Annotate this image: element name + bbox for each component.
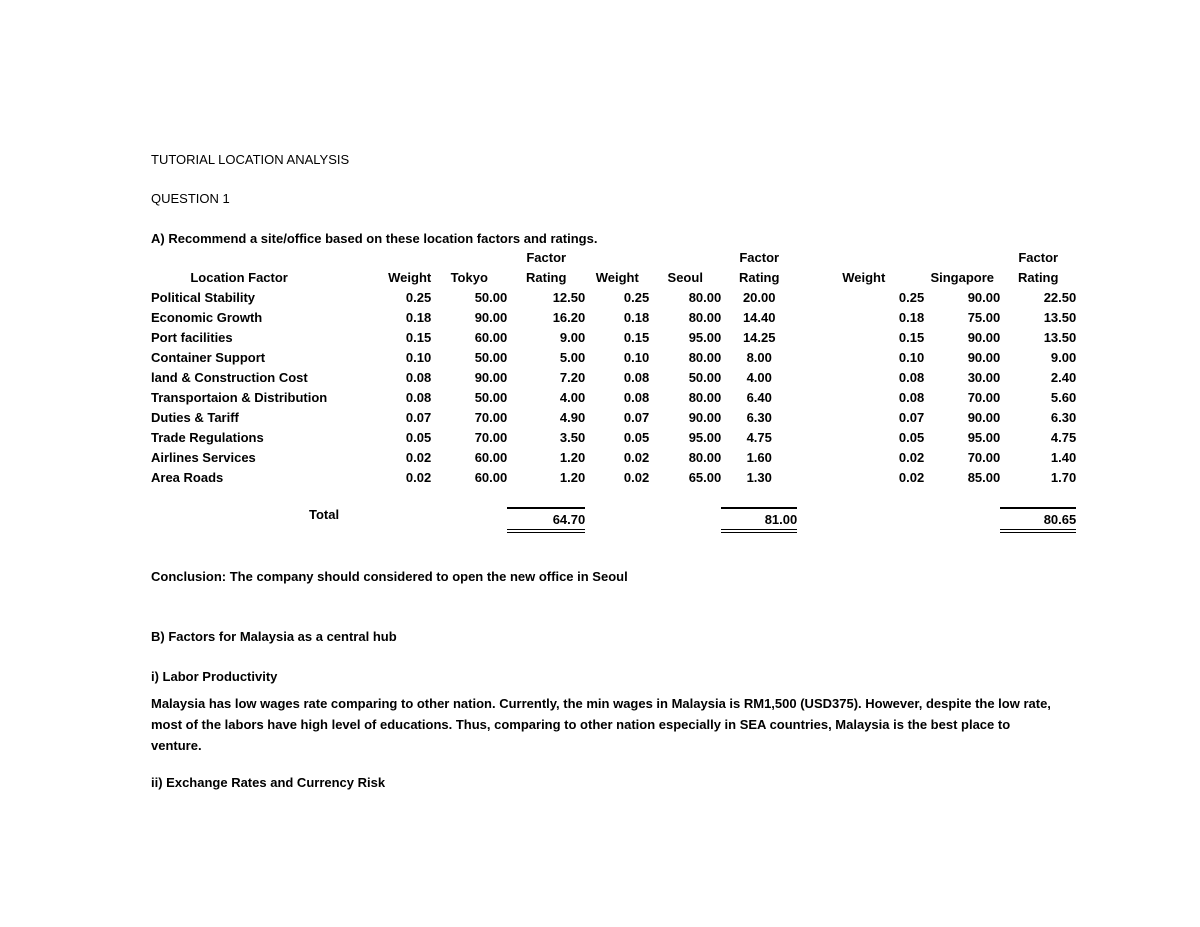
cell-factor: Trade Regulations: [151, 430, 264, 445]
header-weight-tokyo: Weight: [388, 270, 432, 285]
cell-score-seoul: 80.00: [688, 350, 722, 365]
cell-score-tokyo: 70.00: [474, 410, 508, 425]
factor-header-tokyo: Factor: [526, 250, 567, 265]
table-row: [151, 447, 1076, 467]
cell-rating-seoul: 6.30: [746, 410, 772, 425]
cell-score-seoul: 50.00: [688, 370, 722, 385]
cell-rating-singapore: 5.60: [1050, 390, 1077, 405]
cell-factor: Area Roads: [151, 470, 224, 485]
item-i-paragraph: Malaysia has low wages rate comparing to other nation. Currently, the min wages in Malaysia is RM1,500 (USD375). However, despite the low rate, most of the labors have high level of educations. Thus, comparing to other nation especially in SEA countries, Malaysia is the best place to venture.: [151, 696, 1051, 753]
cell-score-singapore: 90.00: [967, 410, 1001, 425]
cell-weight-seoul: 0.08: [623, 390, 650, 405]
cell-rating-tokyo: 4.90: [559, 410, 586, 425]
total-row: [151, 508, 1076, 531]
cell-score-seoul: 80.00: [688, 290, 722, 305]
table-row: [151, 367, 1076, 387]
cell-weight-seoul: 0.05: [623, 430, 650, 445]
cell-rating-singapore: 1.70: [1050, 470, 1077, 485]
table-row: [151, 307, 1076, 327]
cell-factor: Transportaion & Distribution: [151, 390, 328, 405]
cell-score-tokyo: 50.00: [474, 290, 508, 305]
cell-rating-tokyo: 1.20: [559, 470, 586, 485]
total-singapore: 80.65: [1000, 508, 1076, 531]
cell-score-singapore: 70.00: [967, 450, 1001, 465]
header-rating-tokyo: Rating: [526, 270, 567, 285]
cell-weight-singapore: 0.05: [898, 430, 925, 445]
total-tokyo: 64.70: [507, 508, 585, 531]
table-row: [151, 427, 1076, 447]
cell-rating-tokyo: 3.50: [559, 430, 586, 445]
cell-weight-seoul: 0.15: [623, 330, 650, 345]
cell-rating-singapore: 1.40: [1050, 450, 1077, 465]
table-row: [151, 327, 1076, 347]
question-heading: QUESTION 1: [151, 191, 230, 206]
table-body: [151, 287, 1076, 487]
cell-rating-tokyo: 9.00: [559, 330, 586, 345]
total-seoul: 81.00: [721, 508, 797, 531]
part-a-heading: A) Recommend a site/office based on these location factors and ratings.: [151, 231, 598, 246]
table-header-row-1: [151, 247, 1076, 267]
cell-weight-tokyo: 0.18: [405, 310, 432, 325]
cell-rating-seoul: 1.60: [746, 450, 772, 465]
cell-weight-tokyo: 0.05: [405, 430, 432, 445]
cell-score-singapore: 90.00: [967, 350, 1001, 365]
table-row: [151, 407, 1076, 427]
cell-score-singapore: 90.00: [967, 330, 1001, 345]
cell-weight-seoul: 0.07: [623, 410, 650, 425]
cell-score-tokyo: 90.00: [474, 310, 508, 325]
cell-score-tokyo: 60.00: [474, 330, 508, 345]
cell-weight-seoul: 0.02: [623, 450, 650, 465]
cell-weight-tokyo: 0.10: [405, 350, 432, 365]
cell-rating-singapore: 9.00: [1050, 350, 1077, 365]
cell-factor: land & Construction Cost: [151, 370, 308, 385]
cell-weight-singapore: 0.08: [898, 370, 925, 385]
cell-rating-tokyo: 1.20: [559, 450, 586, 465]
cell-score-singapore: 30.00: [967, 370, 1001, 385]
cell-rating-singapore: 13.50: [1043, 330, 1077, 345]
cell-weight-tokyo: 0.15: [405, 330, 432, 345]
cell-score-seoul: 95.00: [688, 430, 722, 445]
factor-header-singapore: Factor: [1018, 250, 1059, 265]
cell-factor: Economic Growth: [151, 310, 263, 325]
cell-weight-singapore: 0.15: [898, 330, 925, 345]
cell-weight-tokyo: 0.25: [405, 290, 432, 305]
cell-rating-seoul: 6.40: [746, 390, 772, 405]
cell-score-tokyo: 60.00: [474, 470, 508, 485]
cell-weight-seoul: 0.02: [623, 470, 650, 485]
total-label: Total: [309, 507, 340, 522]
cell-rating-singapore: 4.75: [1050, 430, 1077, 445]
cell-factor: Airlines Services: [151, 450, 256, 465]
table-row: [151, 287, 1076, 307]
cell-weight-seoul: 0.25: [623, 290, 650, 305]
header-weight-seoul: Weight: [595, 270, 639, 285]
cell-rating-seoul: 4.00: [746, 370, 772, 385]
cell-weight-singapore: 0.07: [898, 410, 925, 425]
cell-rating-tokyo: 16.20: [552, 310, 586, 325]
item-ii-heading: ii) Exchange Rates and Currency Risk: [151, 775, 386, 790]
cell-score-seoul: 80.00: [688, 450, 722, 465]
cell-weight-tokyo: 0.02: [405, 450, 432, 465]
cell-score-seoul: 90.00: [688, 410, 722, 425]
cell-rating-singapore: 22.50: [1043, 290, 1077, 305]
cell-weight-singapore: 0.18: [898, 310, 925, 325]
part-b-heading: B) Factors for Malaysia as a central hub: [151, 629, 397, 644]
cell-rating-seoul: 8.00: [746, 350, 772, 365]
cell-score-singapore: 85.00: [967, 470, 1001, 485]
cell-score-tokyo: 50.00: [474, 390, 508, 405]
cell-factor: Duties & Tariff: [151, 410, 239, 425]
header-rating-seoul: Rating: [739, 270, 780, 285]
cell-rating-seoul: 4.75: [746, 430, 772, 445]
table-row: [151, 467, 1076, 487]
cell-weight-singapore: 0.02: [898, 470, 925, 485]
cell-rating-seoul: 20.00: [742, 290, 776, 305]
factor-header-seoul: Factor: [739, 250, 780, 265]
table-row: [151, 387, 1076, 407]
cell-rating-singapore: 2.40: [1050, 370, 1077, 385]
cell-score-singapore: 95.00: [967, 430, 1001, 445]
cell-factor: Political Stability: [151, 290, 256, 305]
cell-weight-tokyo: 0.08: [405, 390, 432, 405]
header-seoul: Seoul: [667, 270, 703, 285]
cell-score-tokyo: 60.00: [474, 450, 508, 465]
cell-score-tokyo: 50.00: [474, 350, 508, 365]
cell-rating-tokyo: 12.50: [552, 290, 586, 305]
table-row: [151, 347, 1076, 367]
conclusion-text: Conclusion: The company should considered to open the new office in Seoul: [151, 569, 628, 584]
cell-weight-tokyo: 0.08: [405, 370, 432, 385]
header-location-factor: Location Factor: [190, 270, 288, 285]
cell-rating-tokyo: 4.00: [559, 390, 586, 405]
item-i-heading: i) Labor Productivity: [151, 669, 278, 684]
cell-rating-seoul: 1.30: [746, 470, 772, 485]
cell-weight-singapore: 0.10: [898, 350, 925, 365]
header-tokyo: Tokyo: [450, 270, 488, 285]
cell-rating-seoul: 14.25: [742, 330, 776, 345]
cell-weight-seoul: 0.08: [623, 370, 650, 385]
cell-weight-tokyo: 0.02: [405, 470, 432, 485]
cell-weight-singapore: 0.25: [898, 290, 925, 305]
cell-score-tokyo: 90.00: [474, 370, 508, 385]
header-singapore: Singapore: [930, 270, 995, 285]
cell-weight-tokyo: 0.07: [405, 410, 432, 425]
cell-rating-singapore: 6.30: [1050, 410, 1077, 425]
cell-rating-tokyo: 5.00: [559, 350, 586, 365]
cell-rating-tokyo: 7.20: [559, 370, 586, 385]
cell-rating-singapore: 13.50: [1043, 310, 1077, 325]
cell-factor: Container Support: [151, 350, 266, 365]
cell-factor: Port facilities: [151, 330, 233, 345]
cell-score-singapore: 75.00: [967, 310, 1001, 325]
cell-score-seoul: 80.00: [688, 310, 722, 325]
cell-score-seoul: 65.00: [688, 470, 722, 485]
cell-score-singapore: 70.00: [967, 390, 1001, 405]
cell-score-tokyo: 70.00: [474, 430, 508, 445]
header-weight-singapore: Weight: [842, 270, 886, 285]
table-header-row-2: [151, 267, 1076, 287]
location-factor-table: [151, 247, 1076, 533]
document-title: TUTORIAL LOCATION ANALYSIS: [151, 152, 350, 167]
cell-weight-seoul: 0.18: [623, 310, 650, 325]
cell-score-seoul: 80.00: [688, 390, 722, 405]
cell-weight-seoul: 0.10: [623, 350, 650, 365]
cell-weight-singapore: 0.02: [898, 450, 925, 465]
cell-score-singapore: 90.00: [967, 290, 1001, 305]
cell-rating-seoul: 14.40: [742, 310, 776, 325]
cell-score-seoul: 95.00: [688, 330, 722, 345]
cell-weight-singapore: 0.08: [898, 390, 925, 405]
header-rating-singapore: Rating: [1018, 270, 1059, 285]
